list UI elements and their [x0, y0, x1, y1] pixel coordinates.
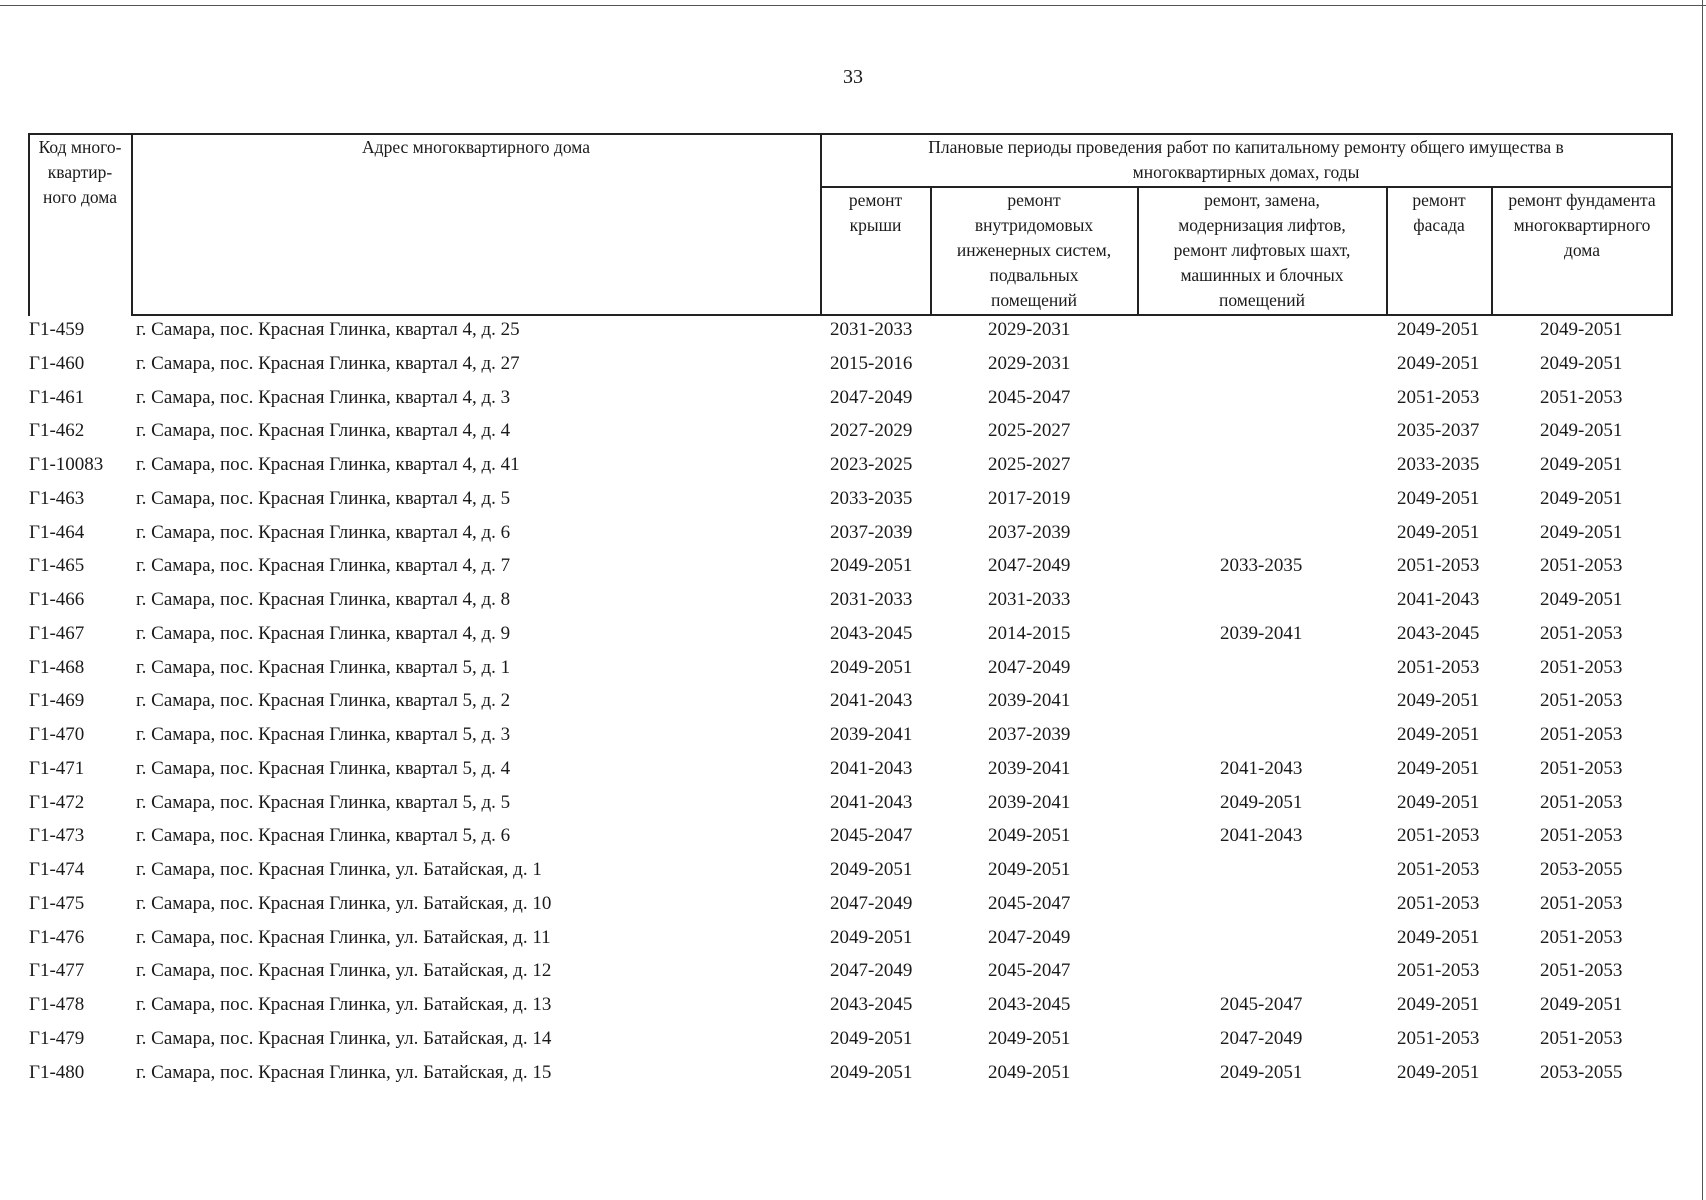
row-facade-period: 2035-2037 — [1397, 420, 1480, 442]
header-address-label: Адрес многоквартирного дома — [362, 137, 590, 157]
row-engineering-period: 2049-2051 — [988, 1061, 1071, 1083]
row-facade-period: 2049-2051 — [1397, 319, 1480, 340]
row-foundation-period: 2051-2053 — [1540, 386, 1623, 408]
row-engineering-period: 2047-2049 — [988, 656, 1071, 678]
row-address: г. Самара, пос. Красная Глинка, квартал 4, д. 7 — [136, 555, 511, 577]
table-row — [0, 653, 1706, 687]
row-engineering-period: 2039-2041 — [988, 791, 1071, 813]
row-roof-period: 2047-2049 — [830, 386, 913, 408]
row-roof-period: 2047-2049 — [830, 892, 913, 914]
row-foundation-period: 2051-2053 — [1540, 960, 1623, 982]
header-code-line: ного дома — [42, 187, 118, 207]
row-foundation-period: 2051-2053 — [1540, 1027, 1623, 1049]
row-facade-period: 2049-2051 — [1397, 757, 1480, 779]
row-lifts-period: 2041-2043 — [1220, 825, 1303, 847]
row-foundation-period: 2049-2051 — [1540, 319, 1623, 340]
row-code: Г1-478 — [29, 994, 85, 1015]
row-address: г. Самара, пос. Красная Глинка, квартал 4, д. 5 — [136, 487, 511, 509]
row-address: г. Самара, пос. Красная Глинка, ул. Батайская, д. 13 — [136, 994, 552, 1015]
row-engineering-period: 2045-2047 — [988, 386, 1071, 408]
row-code: Г1-475 — [29, 892, 85, 914]
row-foundation-period: 2051-2053 — [1540, 690, 1623, 712]
row-code: Г1-459 — [29, 319, 85, 340]
row-roof-period: 2043-2045 — [830, 994, 913, 1015]
row-code: Г1-479 — [29, 1027, 85, 1049]
row-facade-period: 2049-2051 — [1397, 521, 1480, 543]
row-address: г. Самара, пос. Красная Глинка, квартал 5, д. 5 — [136, 791, 511, 813]
row-foundation-period: 2053-2055 — [1540, 859, 1623, 880]
row-facade-period: 2051-2053 — [1397, 960, 1480, 982]
row-roof-period: 2023-2025 — [830, 454, 913, 475]
table-row — [0, 349, 1706, 383]
row-address: г. Самара, пос. Красная Глинка, квартал 5, д. 6 — [136, 825, 511, 847]
row-roof-period: 2043-2045 — [830, 622, 913, 644]
row-engineering-period: 2049-2051 — [988, 1027, 1071, 1049]
table-row — [0, 1058, 1706, 1092]
row-facade-period: 2049-2051 — [1397, 487, 1480, 509]
header-foundation-line: дома — [1563, 240, 1601, 260]
row-lifts-period: 2047-2049 — [1220, 1027, 1303, 1049]
row-code: Г1-472 — [29, 791, 85, 813]
row-roof-period: 2037-2039 — [830, 521, 913, 543]
table-row — [0, 686, 1706, 720]
row-code: Г1-471 — [29, 757, 85, 779]
row-address: г. Самара, пос. Красная Глинка, квартал 4, д. 27 — [136, 352, 520, 374]
row-engineering-period: 2014-2015 — [988, 622, 1071, 644]
row-facade-period: 2051-2053 — [1397, 1027, 1480, 1049]
row-engineering-period: 2029-2031 — [988, 352, 1071, 374]
table-row — [0, 416, 1706, 450]
header-roof-line: ремонт — [848, 190, 903, 210]
table-header — [28, 133, 1673, 316]
table-row — [0, 383, 1706, 417]
row-engineering-period: 2047-2049 — [988, 555, 1071, 577]
table-row — [0, 754, 1706, 788]
row-facade-period: 2049-2051 — [1397, 1061, 1480, 1083]
row-address: г. Самара, пос. Красная Глинка, квартал 5, д. 4 — [136, 757, 511, 779]
row-facade-period: 2051-2053 — [1397, 555, 1480, 577]
row-code: Г1-462 — [29, 420, 85, 442]
row-code: Г1-480 — [29, 1061, 85, 1083]
row-facade-period: 2051-2053 — [1397, 859, 1480, 880]
row-engineering-period: 2047-2049 — [988, 926, 1071, 948]
row-foundation-period: 2051-2053 — [1540, 622, 1623, 644]
row-address: г. Самара, пос. Красная Глинка, ул. Батайская, д. 11 — [136, 926, 551, 948]
row-address: г. Самара, пос. Красная Глинка, ул. Батайская, д. 12 — [136, 960, 552, 982]
row-facade-period: 2049-2051 — [1397, 791, 1480, 813]
row-engineering-period: 2037-2039 — [988, 521, 1071, 543]
row-address: г. Самара, пос. Красная Глинка, квартал 4, д. 4 — [136, 420, 511, 442]
row-facade-period: 2049-2051 — [1397, 994, 1480, 1015]
header-facade-line: ремонт — [1412, 190, 1466, 210]
row-engineering-period: 2025-2027 — [988, 420, 1071, 442]
row-address: г. Самара, пос. Красная Глинка, ул. Батайская, д. 15 — [136, 1061, 552, 1083]
table-row — [0, 518, 1706, 552]
row-address: г. Самара, пос. Красная Глинка, ул. Батайская, д. 1 — [136, 859, 542, 880]
row-engineering-period: 2039-2041 — [988, 690, 1071, 712]
row-roof-period: 2049-2051 — [830, 1061, 913, 1083]
row-engineering-period: 2045-2047 — [988, 892, 1071, 914]
row-roof-period: 2033-2035 — [830, 487, 913, 509]
row-roof-period: 2041-2043 — [830, 690, 913, 712]
row-foundation-period: 2049-2051 — [1540, 994, 1623, 1015]
row-foundation-period: 2049-2051 — [1540, 420, 1623, 442]
row-roof-period: 2031-2033 — [830, 589, 913, 610]
row-facade-period: 2051-2053 — [1397, 825, 1480, 847]
row-lifts-period: 2049-2051 — [1220, 1061, 1303, 1083]
header-periods-group — [821, 135, 1671, 185]
row-engineering-period: 2037-2039 — [988, 724, 1071, 745]
row-address: г. Самара, пос. Красная Глинка, квартал 4, д. 3 — [136, 386, 511, 408]
header-roof — [821, 188, 930, 238]
row-address: г. Самара, пос. Красная Глинка, ул. Батайская, д. 14 — [136, 1027, 552, 1049]
row-engineering-period: 2025-2027 — [988, 454, 1071, 475]
row-foundation-period: 2051-2053 — [1540, 757, 1623, 779]
row-engineering-period: 2017-2019 — [988, 487, 1071, 509]
row-code: Г1-476 — [29, 926, 85, 948]
row-lifts-period: 2033-2035 — [1220, 555, 1303, 577]
row-code: Г1-467 — [29, 622, 85, 644]
row-foundation-period: 2049-2051 — [1540, 487, 1623, 509]
header-lifts-line: модернизация лифтов, — [1178, 215, 1346, 235]
row-code: Г1-10083 — [29, 454, 104, 475]
row-address: г. Самара, пос. Красная Глинка, квартал 5, д. 1 — [136, 656, 511, 678]
row-facade-period: 2051-2053 — [1397, 386, 1480, 408]
row-foundation-period: 2051-2053 — [1540, 555, 1623, 577]
row-engineering-period: 2049-2051 — [988, 859, 1071, 880]
row-foundation-period: 2051-2053 — [1540, 825, 1623, 847]
row-roof-period: 2041-2043 — [830, 791, 913, 813]
row-lifts-period: 2045-2047 — [1220, 994, 1303, 1015]
header-lifts — [1138, 188, 1386, 313]
row-roof-period: 2049-2051 — [830, 656, 913, 678]
row-code: Г1-469 — [29, 690, 85, 712]
table-row — [0, 855, 1706, 889]
row-code: Г1-464 — [29, 521, 85, 543]
row-code: Г1-460 — [29, 352, 85, 374]
header-foundation-line: ремонт фундамента — [1508, 190, 1656, 210]
row-address: г. Самара, пос. Красная Глинка, квартал 4, д. 6 — [136, 521, 511, 543]
header-foundation — [1492, 188, 1672, 263]
row-facade-period: 2051-2053 — [1397, 892, 1480, 914]
header-facade-line: фасада — [1413, 215, 1465, 235]
header-engineering-line: инженерных систем, — [956, 240, 1112, 260]
row-foundation-period: 2049-2051 — [1540, 589, 1623, 610]
row-address: г. Самара, пос. Красная Глинка, квартал 4, д. 8 — [136, 589, 511, 610]
row-roof-period: 2049-2051 — [830, 555, 913, 577]
header-lifts-line: ремонт лифтовых шахт, — [1173, 240, 1351, 260]
row-roof-period: 2041-2043 — [830, 757, 913, 779]
row-code: Г1-470 — [29, 724, 85, 745]
header-periods-line: Плановые периоды проведения работ по капитальному ремонту общего имущества в — [928, 137, 1564, 157]
header-roof-line: крыши — [849, 215, 902, 235]
table-row — [0, 956, 1706, 990]
row-roof-period: 2031-2033 — [830, 319, 913, 340]
table-row — [0, 619, 1706, 653]
header-engineering-line: подвальных — [989, 265, 1079, 285]
row-engineering-period: 2039-2041 — [988, 757, 1071, 779]
row-facade-period: 2049-2051 — [1397, 926, 1480, 948]
header-engineering-line: помещений — [991, 290, 1077, 310]
table-row — [0, 315, 1706, 349]
header-facade — [1387, 188, 1491, 238]
row-facade-period: 2049-2051 — [1397, 690, 1480, 712]
row-roof-period: 2049-2051 — [830, 1027, 913, 1049]
row-code: Г1-461 — [29, 386, 85, 408]
row-code: Г1-468 — [29, 656, 85, 678]
row-address: г. Самара, пос. Красная Глинка, квартал 4, д. 9 — [136, 622, 511, 644]
row-roof-period: 2049-2051 — [830, 926, 913, 948]
header-periods-line: многоквартирных домах, годы — [1132, 162, 1360, 182]
header-code-line: квартир- — [47, 162, 113, 182]
row-code: Г1-463 — [29, 487, 85, 509]
table-row — [0, 889, 1706, 923]
table-row — [0, 551, 1706, 585]
row-lifts-period: 2049-2051 — [1220, 791, 1303, 813]
row-address: г. Самара, пос. Красная Глинка, квартал 5, д. 2 — [136, 690, 511, 712]
header-engineering — [931, 188, 1137, 313]
row-roof-period: 2015-2016 — [830, 352, 913, 374]
row-foundation-period: 2049-2051 — [1540, 454, 1623, 475]
row-code: Г1-465 — [29, 555, 85, 577]
table-row — [0, 923, 1706, 957]
table-row — [0, 990, 1706, 1024]
row-foundation-period: 2053-2055 — [1540, 1061, 1623, 1083]
row-facade-period: 2049-2051 — [1397, 724, 1480, 745]
row-facade-period: 2049-2051 — [1397, 352, 1480, 374]
table-row — [0, 484, 1706, 518]
row-engineering-period: 2031-2033 — [988, 589, 1071, 610]
row-facade-period: 2033-2035 — [1397, 454, 1480, 475]
header-engineering-line: внутридомовых — [974, 215, 1094, 235]
header-code — [29, 135, 131, 210]
row-foundation-period: 2051-2053 — [1540, 791, 1623, 813]
row-roof-period: 2039-2041 — [830, 724, 913, 745]
row-address: г. Самара, пос. Красная Глинка, квартал 5, д. 3 — [136, 724, 511, 745]
row-foundation-period: 2049-2051 — [1540, 521, 1623, 543]
header-lifts-line: помещений — [1219, 290, 1305, 310]
table-row — [0, 720, 1706, 754]
row-foundation-period: 2051-2053 — [1540, 724, 1623, 745]
table-row — [0, 788, 1706, 822]
row-address: г. Самара, пос. Красная Глинка, квартал 4, д. 25 — [136, 319, 520, 340]
row-engineering-period: 2029-2031 — [988, 319, 1071, 340]
row-facade-period: 2043-2045 — [1397, 622, 1480, 644]
table-row — [0, 450, 1706, 484]
scan-top-edge — [0, 5, 1706, 6]
table-row — [0, 585, 1706, 619]
header-code-line: Код много- — [38, 137, 122, 157]
row-lifts-period: 2041-2043 — [1220, 757, 1303, 779]
row-roof-period: 2049-2051 — [830, 859, 913, 880]
header-divider-code — [131, 133, 133, 316]
table-row — [0, 1024, 1706, 1058]
row-engineering-period: 2049-2051 — [988, 825, 1071, 847]
row-engineering-period: 2045-2047 — [988, 960, 1071, 982]
row-code: Г1-473 — [29, 825, 85, 847]
table-row — [0, 821, 1706, 855]
row-lifts-period: 2039-2041 — [1220, 622, 1303, 644]
row-address: г. Самара, пос. Красная Глинка, квартал 4, д. 41 — [136, 454, 520, 475]
page-number: 33 — [843, 66, 863, 88]
header-lifts-line: машинных и блочных — [1180, 265, 1344, 285]
row-foundation-period: 2051-2053 — [1540, 656, 1623, 678]
header-engineering-line: ремонт — [1007, 190, 1061, 210]
row-foundation-period: 2051-2053 — [1540, 892, 1623, 914]
row-roof-period: 2027-2029 — [830, 420, 913, 442]
row-code: Г1-477 — [29, 960, 85, 982]
header-foundation-line: многоквартирного — [1513, 215, 1651, 235]
header-lifts-line: ремонт, замена, — [1204, 190, 1320, 210]
row-roof-period: 2045-2047 — [830, 825, 913, 847]
row-code: Г1-474 — [29, 859, 85, 880]
row-roof-period: 2047-2049 — [830, 960, 913, 982]
row-engineering-period: 2043-2045 — [988, 994, 1071, 1015]
row-code: Г1-466 — [29, 589, 85, 610]
row-address: г. Самара, пос. Красная Глинка, ул. Батайская, д. 10 — [136, 892, 552, 914]
row-foundation-period: 2051-2053 — [1540, 926, 1623, 948]
row-facade-period: 2051-2053 — [1397, 656, 1480, 678]
row-foundation-period: 2049-2051 — [1540, 352, 1623, 374]
row-facade-period: 2041-2043 — [1397, 589, 1480, 610]
header-address — [132, 135, 820, 160]
